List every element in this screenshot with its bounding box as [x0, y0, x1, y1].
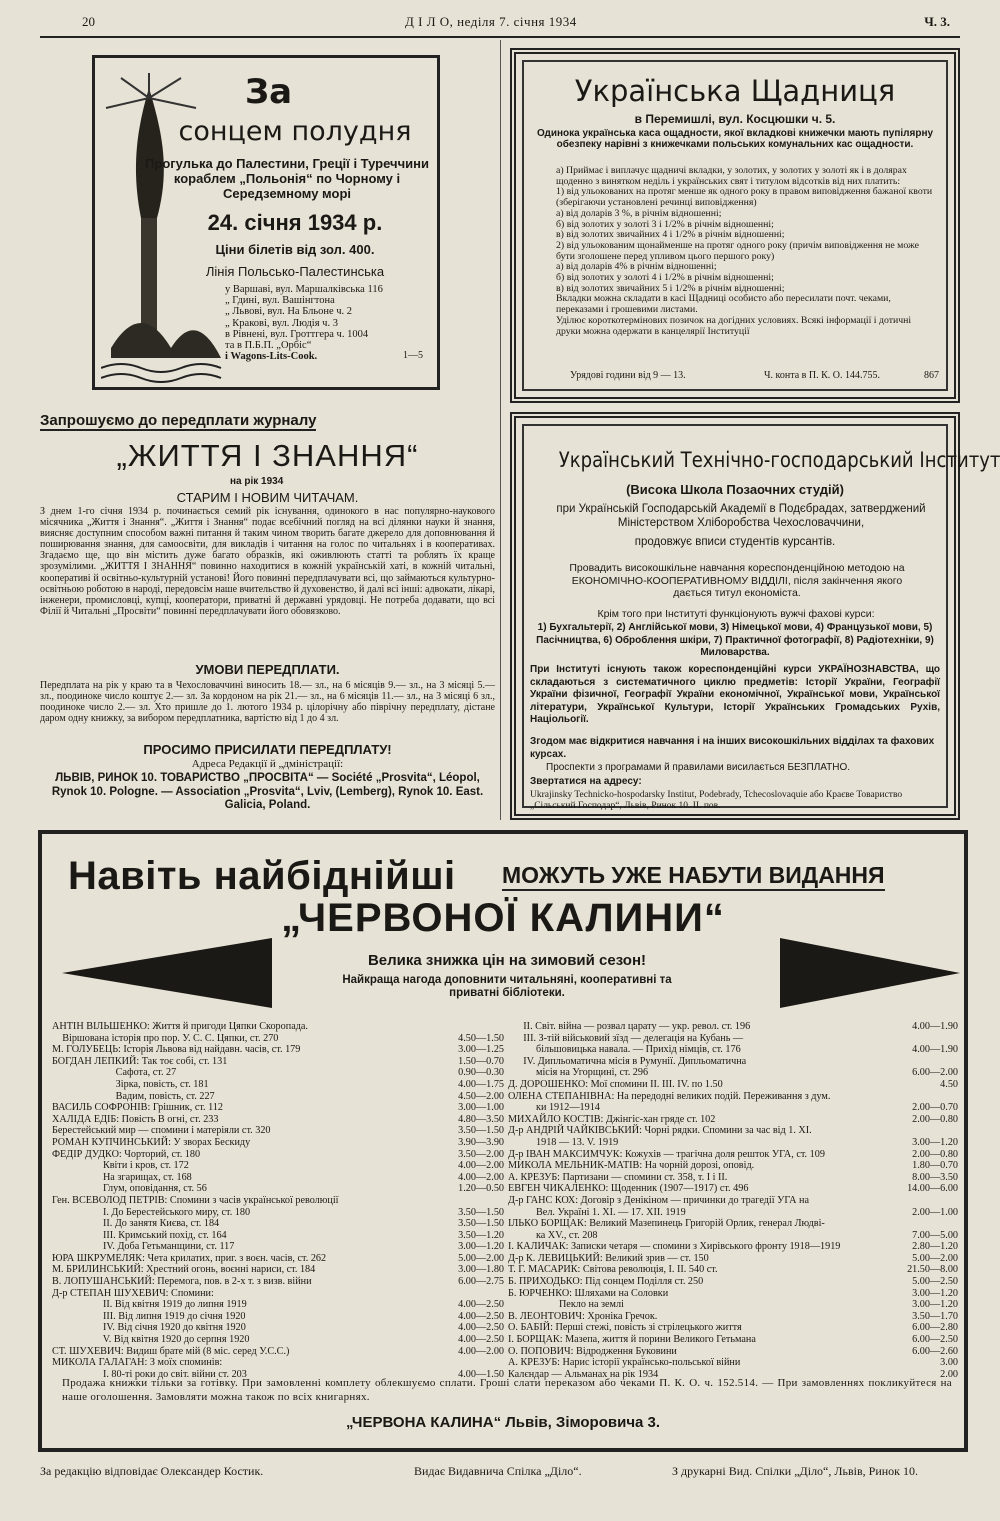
book-price: 6.00—2.80 — [912, 1322, 958, 1334]
books-occasion: Найкраща нагода доповнити читальняні, кооперативні та приватні бібліотеки. — [342, 974, 672, 999]
book-title: Сафота, ст. 27 — [52, 1067, 177, 1079]
book-row — [508, 1311, 958, 1323]
journal-terms-title: УМОВИ ПЕРЕДПЛАТИ. — [195, 662, 340, 677]
book-row — [52, 1230, 504, 1242]
book-title: Берестейський мир — спомини і матеріяли ст. 320 — [52, 1125, 271, 1137]
book-price: 5.00—2.50 — [912, 1276, 958, 1288]
book-price: 1.50—0.70 — [458, 1055, 504, 1067]
book-title: Д-р ГАНС КОХ: Договір з Денікіном — причинки до трагедії УГА на — [508, 1194, 809, 1206]
issue-number: Ч. 3. — [924, 14, 950, 29]
book-price: 6.00—2.60 — [912, 1345, 958, 1357]
book-row — [52, 1067, 504, 1079]
book-price: 4.00—2.50 — [458, 1334, 504, 1346]
bank-title: Українська Щадниця — [574, 74, 896, 108]
book-price: 2.80—1.20 — [912, 1241, 958, 1253]
bank-intro: Одинока українська каса ощадности, якої вкладкові книжечки мають пупілярну обезпеку нарівні з книжечками польських комунальних кас ощадности. — [536, 128, 934, 150]
book-title: І. КАЛИЧАК: Записки четаря — спомини з Хирівського фронту 1918—1919 — [508, 1241, 841, 1253]
book-row — [52, 1207, 504, 1219]
book-row — [508, 1230, 958, 1242]
book-row — [52, 1033, 504, 1045]
address-line: і Wagons-Lits-Cook. — [225, 351, 318, 363]
footer-printer: З друкарні Вид. Спілки „Діло“, Львів, Ринок 10. — [672, 1464, 919, 1478]
book-title: ХАЛІДА ЕДІБ: Повість В огні, ст. 233 — [52, 1113, 219, 1125]
institute-p3: Провадить високошкільне навчання кореспонденційною методою на ЕКОНОМІЧНО-КООПЕРАТИВНОМУ ВІДДІЛІ, після закінчення якого дається титул економіста. — [569, 562, 905, 599]
cruise-code: 1—5 — [403, 350, 423, 361]
cruise-subtitle: Прогулька до Палестини, Греції і Туреччини кораблем „Польонія“ по Чорному і Середземному морі — [145, 156, 429, 201]
book-row — [52, 1172, 504, 1184]
bank-paragraph: б) від золотих у золоті 4 і 1/2% в річнім відношенні; — [556, 272, 774, 284]
book-price: 3.50—1.50 — [458, 1218, 504, 1230]
bank-ad — [510, 48, 960, 403]
journal-address: ЛЬВІВ, РИНОК 10. ТОВАРИСТВО „ПРОСВІТА“ — Société „Prosvita“, Léopol, Rynok 10. Pologne. — Association „Prosvita“, Lviv, (Lemberg), Rynok 10. East. Galicia, Poland. — [51, 772, 484, 811]
bank-paragraph: в) від золотих звичайних 4 і 1/2% в річнім відношенні; — [556, 229, 785, 241]
book-title: СТ. ШУХЕВИЧ: Видиш брате мій (8 міс. серед У.С.С.) — [52, 1345, 290, 1357]
bank-paragraph: а) від доларів 3 %, в річнім відношенні; — [556, 207, 722, 219]
book-price: 6.00—2.50 — [912, 1334, 958, 1346]
header-rule — [40, 36, 960, 38]
cruise-price: Ціни білетів від зол. 400. — [215, 242, 375, 257]
book-price: 3.50—1.20 — [458, 1229, 504, 1241]
book-title: Д-р СТЕПАН ШУХЕВИЧ: Спомини: — [52, 1287, 214, 1299]
book-price: 3.00—1.25 — [458, 1044, 504, 1056]
book-title: I. 80-ті роки до світ. війни ст. 203 — [52, 1368, 247, 1380]
institute-ad — [510, 412, 1000, 820]
cruise-ad — [92, 55, 440, 390]
book-row — [52, 1183, 504, 1195]
book-price: 6.00—2.75 — [458, 1276, 504, 1288]
book-title: В. ЛЕОНТОВИЧ: Хроніка Гречок. — [508, 1310, 658, 1322]
book-title: Глум, оповідання, ст. 56 — [52, 1183, 207, 1195]
book-row — [508, 1160, 958, 1172]
column-divider — [500, 40, 501, 820]
book-row — [52, 1322, 504, 1334]
book-title: А. КРЕЗУБ: Нарис історії українсько-польської війни — [508, 1357, 741, 1369]
book-row — [508, 1334, 958, 1346]
book-price: 3.50—1.50 — [458, 1125, 504, 1137]
journal-plea: ПРОСИМО ПРИСИЛАТИ ПЕРЕДПЛАТУ! — [143, 742, 392, 757]
book-title: Д-р АНДРІЙ ЧАЙКІВСЬКИЙ: Чорні рядки. Спомини за час від 1. XI. — [508, 1125, 812, 1137]
book-title: ЮРА ШКРУМЕЛЯК: Чета крилатих, приг. з воєн. часів, ст. 262 — [52, 1252, 327, 1264]
book-price: 5.00—2.00 — [458, 1252, 504, 1264]
institute-p2: продовжує вписи студентів курсантів. — [634, 536, 836, 548]
institute-p9: Звертатися на адресу: — [530, 776, 642, 787]
books-left-list — [52, 1021, 504, 1380]
bank-paragraph: Уділює короткотермінових позичок на догідних условиях. Всякі інформації і дотичні друки можна одержати в канцелярії Інституції — [556, 314, 912, 337]
book-title: О. ПОПОВИЧ: Відродження Буковини — [508, 1345, 677, 1357]
address-line: „ Гдині, вул. Вашінгтона — [225, 295, 335, 307]
journal-ad — [40, 412, 495, 822]
bank-body — [556, 166, 936, 337]
book-price: 4.50—1.50 — [458, 1032, 504, 1044]
book-title: А. КРЕЗУБ: Партизани — спомини ст. 358, т. I і II. — [508, 1171, 728, 1183]
book-price: 3.00—1.00 — [458, 1102, 504, 1114]
books-headline-2: МОЖУТЬ УЖЕ НАБУТИ ВИДАННЯ — [502, 862, 885, 891]
books-address: „ЧЕРВОНА КАЛИНА“ Львів, Зіморовича 3. — [345, 1414, 661, 1431]
book-title: МИКОЛА ГАЛАГАН: З моїх споминів: — [52, 1357, 223, 1369]
book-title: Пекло на землі — [508, 1299, 624, 1311]
book-title: Д-р К. ЛЕВИЦЬКИЙ: Великий зрив — ст. 150 — [508, 1252, 709, 1264]
book-price: 3.50—1.50 — [458, 1206, 504, 1218]
book-row — [508, 1218, 958, 1230]
book-price: 3.00—1.20 — [458, 1241, 504, 1253]
book-row — [508, 1137, 958, 1149]
book-row — [508, 1056, 958, 1068]
cruise-date: 24. січня 1934 р. — [207, 210, 383, 235]
footer-editor: За редакцію відповідає Олександер Костик. — [40, 1464, 264, 1478]
journal-title: „ЖИТТЯ І ЗНАННЯ“ — [116, 438, 419, 473]
book-row — [508, 1102, 958, 1114]
institute-p5: 1) Бухгальтерії, 2) Англійської мови, 3) Німецької мови, 4) Французької мови, 5) Пасічництва, 6) Оброблення шкіри, 7) Практичної фотографії, 8) Радіотехніки, 9) Миловарства. — [536, 622, 934, 658]
book-price: 4.80—3.50 — [458, 1113, 504, 1125]
book-price: 2.00—1.00 — [912, 1206, 958, 1218]
book-price: 3.00—1.20 — [912, 1287, 958, 1299]
book-title: Б. ПРИХОДЬКО: Під сонцем Поділля ст. 250 — [508, 1276, 704, 1288]
book-row — [52, 1102, 504, 1114]
book-title: Віршована історія про пор. У. С. С. Цяпки, ст. 270 — [52, 1032, 279, 1044]
arrow-left-icon — [62, 938, 272, 1008]
bank-hours: Урядові години від 9 — 13. — [570, 370, 686, 381]
book-price: 4.00—1.90 — [912, 1044, 958, 1056]
journal-year: на рік 1934 — [230, 476, 284, 487]
book-title: ЕВГЕН ЧИКАЛЕНКО: Щоденник (1907—1917) ст. 496 — [508, 1183, 749, 1195]
book-price: 1.20—0.50 — [458, 1183, 504, 1195]
book-price: 4.00—1.75 — [458, 1078, 504, 1090]
book-price: 2.00—0.80 — [912, 1113, 958, 1125]
book-row — [508, 1079, 958, 1091]
book-row — [508, 1322, 958, 1334]
book-row — [508, 1044, 958, 1056]
books-right-list — [508, 1021, 958, 1380]
book-title: I. До Берестейського миру, ст. 180 — [52, 1206, 251, 1218]
book-row — [52, 1195, 504, 1207]
book-title: ФЕДІР ДУДКО: Чорторий, ст. 180 — [52, 1148, 201, 1160]
book-title: 1918 — 13. V. 1919 — [508, 1136, 619, 1148]
bank-account: Ч. конта в П. К. О. 144.755. — [764, 370, 880, 381]
book-row — [52, 1334, 504, 1346]
book-title: М. БРИЛИНСЬКИЙ: Хрестний огонь, воєнні нариси, ст. 184 — [52, 1264, 316, 1276]
book-price: 5.00—2.00 — [912, 1252, 958, 1264]
book-price: 6.00—2.00 — [912, 1067, 958, 1079]
book-row — [52, 1276, 504, 1288]
book-title: В. ЛОПУШАНСЬКИЙ: Перемога, пов. в 2-х т. з визв. війни — [52, 1276, 312, 1288]
book-title: Калєндар — Альманах на рік 1934 — [508, 1368, 659, 1380]
bank-paragraph: в) від золотих звичайних 5 і 1/2% в річнім відношенні; — [556, 282, 785, 294]
cruise-title-1: За — [245, 72, 293, 112]
bank-paragraph: а) від доларів 4% в річнім відношенні; — [556, 261, 717, 273]
book-row — [52, 1311, 504, 1323]
book-title: ка XV., ст. 208 — [508, 1229, 598, 1241]
book-price: 3.00—1.20 — [912, 1299, 958, 1311]
book-price: 3.00—1.80 — [458, 1264, 504, 1276]
book-row — [508, 1195, 958, 1207]
bank-address: в Перемишлі, вул. Косцюшки ч. 5. — [634, 112, 836, 126]
book-title: III. З-тій військовий зїзд — делегація на Кубань — — [508, 1032, 744, 1044]
address-line: „ Кракові, вул. Людія ч. 3 — [225, 317, 338, 329]
institute-p4: Крім того при Інституті функціонують вужчі фахові курси: — [597, 608, 875, 620]
address-line: та в П.Б.П. „Орбіс“ — [225, 340, 312, 352]
journal-terms: Передплата на рік у краю та в Чехословаччині виносить 18.— зл., на 6 місяців 9.— зл., на 3 місяці 5.— зл., поодиноке число коштує 2.— зл. За кордоном на рік 21.— зл., на 6 місяців 11.— зл., на 3 місяці 6 зл., поодиноке число 2.— зл. Хто пришле до 1. лютого 1934 р. цілорічну або піврічну передплату, дістане даром одну книжку, за вибором передплатника, вартістю від 1 до 4 зл. — [40, 680, 495, 725]
book-price: 0.90—0.30 — [458, 1067, 504, 1079]
book-title: На згарищах, ст. 168 — [52, 1171, 192, 1183]
book-row — [508, 1114, 958, 1126]
book-title: Д. ДОРОШЕНКО: Мої спомини II. III. IV. по 1.50 — [508, 1078, 723, 1090]
book-title: Вел. Україні 1. XI. — 17. XII. 1919 — [508, 1206, 686, 1218]
book-row — [52, 1241, 504, 1253]
book-row — [508, 1346, 958, 1358]
page-header — [40, 14, 960, 34]
book-title: Зірка, повість, ст. 181 — [52, 1078, 209, 1090]
bank-paragraph: 2) від ульокованим щонайменше на протяг одного року (причім виповідження не може бути зголошене перед упливом цього першого року) — [556, 239, 919, 262]
book-title: РОМАН КУПЧИНСЬКИЙ: У зворах Бескиду — [52, 1136, 251, 1148]
book-row — [52, 1264, 504, 1276]
book-price: 4.00—2.00 — [458, 1345, 504, 1357]
institute-p10: Ukrajinsky Technicko-hospodarsky Institut, Podebrady, Tchecoslovaquie або Краєве Товариство „Сільський Господар“, Львів, Ринок 10. II. пов. — [530, 790, 903, 811]
institute-subtitle: (Висока Школа Позаочних студій) — [626, 482, 844, 497]
book-title: Ген. ВСЕВОЛОД ПЕТРІВ: Спомини з часів української революції — [52, 1194, 339, 1206]
book-row — [508, 1183, 958, 1195]
institute-p6: При Інституті існують також кореспонденційні курси УКРАЇНОЗНАВСТВА, що складаються з систематичного циклю предметів: Історії України, Географії України фізичної, Географії України економічної, Української мови, Української літератури, Української Культури, Історії Українських Громадських Рухів, Націольогії. — [530, 664, 940, 725]
book-price: 4.00—2.50 — [458, 1310, 504, 1322]
book-price: 21.50—8.00 — [907, 1264, 958, 1276]
book-row — [508, 1264, 958, 1276]
book-price: 4.50 — [940, 1078, 958, 1090]
arrow-right-icon — [780, 938, 960, 1008]
book-price: 2.00—0.80 — [912, 1148, 958, 1160]
bank-paragraph: Вкладки можна складати в касі Щадниці особисто або пересилати почт. чеками, переказами і грошевими листами. — [556, 293, 891, 316]
book-row — [52, 1357, 504, 1369]
book-price: 4.00—2.00 — [458, 1171, 504, 1183]
book-title: Вадим, повість, ст. 227 — [52, 1090, 215, 1102]
book-title: МИХАЙЛО КОСТІВ: Джінгіс-хан гряде ст. 102 — [508, 1113, 716, 1125]
book-row — [508, 1357, 958, 1369]
book-row — [52, 1253, 504, 1265]
book-title: І. БОРЩАК: Мазепа, життя й порини Великого Гетьмана — [508, 1334, 756, 1346]
book-row — [52, 1149, 504, 1161]
institute-p7: Згодом має відкритися навчання і на інших високошкільних відділах та фахових курсах. — [530, 736, 935, 760]
page-number: 20 — [82, 14, 95, 29]
book-title: МИКОЛА МЕЛЬНИК-МАТІВ: На чорній дорозі, оповід. — [508, 1160, 755, 1172]
address-line: у Варшаві, вул. Маршалківська 116 — [225, 284, 383, 295]
book-title: IV. Дипльоматична місія в Румунії. Дипльоматична — [508, 1055, 747, 1067]
book-title: ІЛЬКО БОРЩАК: Великий Мазепинець Григорій Орлик, генерал Людві- — [508, 1218, 825, 1230]
book-price: 4.50—2.00 — [458, 1090, 504, 1102]
book-price: 3.90—3.90 — [458, 1136, 504, 1148]
cruise-line: Лінія Польсько-Палестинська — [205, 264, 385, 279]
book-title: ВАСИЛЬ СОФРОНІВ: Грішник, ст. 112 — [52, 1102, 224, 1114]
bank-paragraph: б) від золотих у золоті 3 і 1/2% в річнім відношенні; — [556, 218, 774, 230]
books-discount: Велика знижка цін на зимовий сезон! — [367, 952, 647, 969]
book-title: ОЛЕНА СТЕПАНІВНА: На передодні великих подій. Переживання з дум. — [508, 1090, 831, 1102]
book-title: Б. ЮРЧЕНКО: Шляхами на Соловки — [508, 1287, 669, 1299]
book-row — [508, 1172, 958, 1184]
book-title: БОГДАН ЛЕПКИЙ: Так тоє собі, ст. 131 — [52, 1055, 228, 1067]
book-row — [508, 1149, 958, 1161]
book-price: 3.50—2.00 — [458, 1148, 504, 1160]
book-row — [52, 1218, 504, 1230]
book-row — [52, 1021, 504, 1033]
book-title: Д-р ІВАН МАКСИМЧУК: Кожухів — трагічна доля решток УГА, ст. 109 — [508, 1148, 825, 1160]
book-title: ки 1912—1914 — [508, 1102, 600, 1114]
book-title: V. Від квітня 1920 до серпня 1920 — [52, 1334, 250, 1346]
book-row — [508, 1033, 958, 1045]
book-title: АНТІН ВІЛЬШЕНКО: Життя й пригоди Цяпки Скоропада. — [52, 1021, 308, 1032]
book-price: 4.00—1.90 — [912, 1021, 958, 1032]
journal-invite: Запрошуємо до передплати журналу — [40, 412, 317, 429]
book-title: II. Від квітня 1919 до липня 1919 — [52, 1299, 247, 1311]
book-row — [508, 1276, 958, 1288]
book-row — [52, 1079, 504, 1091]
cruise-title-2: сонцем полудня — [178, 116, 412, 147]
book-row — [52, 1299, 504, 1311]
books-ad — [38, 830, 968, 1452]
book-title: II. До занятя Києва, ст. 184 — [52, 1218, 220, 1230]
institute-p8: Проспекти з програмами й правилами висилається БЕЗПЛАТНО. — [546, 762, 851, 773]
book-row — [52, 1125, 504, 1137]
book-row — [52, 1114, 504, 1126]
book-row — [508, 1299, 958, 1311]
book-row — [508, 1125, 958, 1137]
book-row — [52, 1288, 504, 1300]
books-publisher: „ЧЕРВОНОЇ КАЛИНИ“ — [281, 896, 725, 940]
institute-p1: при Українській Господарській Академії в Подєбрадах, затверджений Міністерством Хліборобства Чехословаччини, — [556, 503, 926, 529]
book-price: 3.00 — [940, 1357, 958, 1369]
book-row — [52, 1091, 504, 1103]
book-row — [52, 1346, 504, 1358]
books-headline-1: Навіть найбіднійші — [68, 854, 456, 898]
book-price: 4.00—2.00 — [458, 1160, 504, 1172]
book-price: 4.00—2.50 — [458, 1299, 504, 1311]
book-title: Т. Г. МАСАРИК: Світова революція, I. II. 540 ст. — [508, 1264, 718, 1276]
book-row — [52, 1137, 504, 1149]
book-title: Квіти і кров, ст. 172 — [52, 1160, 189, 1172]
journal-address-title: Адреса Редакції й „дміністрації: — [191, 758, 344, 770]
book-price: 3.00—1.20 — [912, 1136, 958, 1148]
book-price: 14.00—6.00 — [907, 1183, 958, 1195]
bank-code: 867 — [924, 370, 939, 381]
book-row — [508, 1091, 958, 1103]
book-row — [508, 1021, 958, 1033]
institute-title: Український Технічно-господарський Інститут — [558, 448, 1000, 472]
book-title: III. Кримський похід, ст. 164 — [52, 1229, 227, 1241]
journal-body: З днем 1-го січня 1934 р. починається семий рік існування, одинокого в нас популярно-наукового місячника „Життя і Знання“. „Життя і Знання“ подає всебічний погляд на всі ділянки науки й знання, виясняє доступним способом важні питання й таким чином творить багате джерело для доповнювання й поширювання знання, для самоосвіти, для викладів і читання на голос по читальнях і в кооперативах. Згадаємо ще, що він містить дуже багато образків, які оживлюють статті та роблять їх краще зрозумілими. „ЖИТТЯ І ЗНАННЯ“ повинно находитися в кожній українській хаті, в кожній читальні, кооперативі й освітньо-культурній установі! Його повинні передплачувати всі, що займаються культурно-освітньою роботою в народі, передовсім наше вчительство й духовенство, й далі всі інші: адвокати, лікарі, інженери, промисловці, купці, кооператори, приватні й державні урядовці. Не потреба додавати, що всі Філії й Читальні „Просвіти“ повинні передплачувати його обовязково. — [40, 506, 496, 617]
book-title: IV. Від січня 1920 до квітня 1920 — [52, 1322, 246, 1334]
bank-paragraph: 1) від ульокованих на протяг менше як одного року в правом виповідження бажаної квоти (зберігаючи установлені речинці виповідження) — [556, 186, 933, 209]
bank-paragraph: а) Приймає і виплачує щадничі вкладки, у золотих, у золотих у золоті як і в долярах щоденно з винятком неділь і українських свят і титулом відсотків від них платить: — [556, 165, 907, 187]
book-title: місія на Угорщині, ст. 296 — [508, 1067, 649, 1079]
book-price: 4.00—1.50 — [458, 1368, 504, 1380]
book-row — [52, 1056, 504, 1068]
book-title: М. ГОЛУБЕЦЬ: Історія Львова від найдавн. часів, ст. 179 — [52, 1044, 301, 1056]
book-title: III. Від липня 1919 до січня 1920 — [52, 1310, 246, 1322]
cruise-addresses — [225, 284, 425, 362]
book-row — [508, 1067, 958, 1079]
book-row — [508, 1207, 958, 1219]
book-price: 2.00 — [940, 1368, 958, 1380]
book-price: 1.80—0.70 — [912, 1160, 958, 1172]
book-price: 8.00—3.50 — [912, 1171, 958, 1183]
books-terms: Продажа книжки тільки за готівку. При замовленні комплету облекшуємо сплати. Гроші слати переказом або чеками П. К. О. ч. 152.514. — При замовленнях покликуйтеся на наше оголошення. Замовляти можна також по всіх книгарнях. — [62, 1377, 952, 1403]
book-price: 4.00—2.50 — [458, 1322, 504, 1334]
address-line: „ Львові, вул. На Бльоне ч. 2 — [225, 306, 353, 318]
book-price: 3.50—1.70 — [912, 1310, 958, 1322]
book-title: О. БАБІЙ: Перші стежі, повість зі стрілецького життя — [508, 1322, 742, 1334]
address-line: в Рівнені, вул. Гроттгера ч. 1004 — [225, 328, 369, 340]
journal-readers: СТАРИМ І НОВИМ ЧИТАЧАМ. — [176, 490, 359, 505]
masthead: Д І Л О, неділя 7. січня 1934 — [405, 14, 577, 29]
book-title: більшовицька навала. — Прихід німців, ст. 176 — [508, 1044, 741, 1056]
book-row — [508, 1253, 958, 1265]
book-price: 7.00—5.00 — [912, 1229, 958, 1241]
book-title: II. Світ. війна — розвал царату — укр. револ. ст. 196 — [508, 1021, 751, 1032]
book-title: IV. Доба Гетьманщини, ст. 117 — [52, 1241, 235, 1253]
book-row — [52, 1044, 504, 1056]
footer-publisher: Видає Видавнича Спілка „Діло“. — [414, 1464, 582, 1478]
book-row — [52, 1160, 504, 1172]
book-row — [508, 1288, 958, 1300]
book-row — [508, 1241, 958, 1253]
book-price: 2.00—0.70 — [912, 1102, 958, 1114]
